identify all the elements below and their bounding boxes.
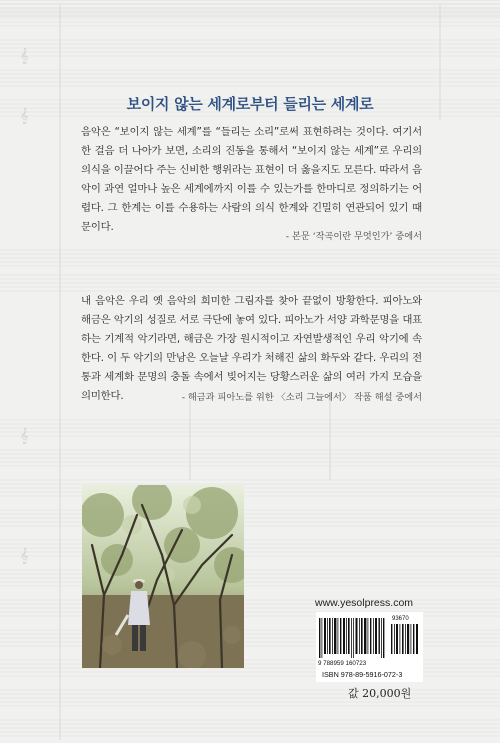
author-photo [82, 485, 244, 668]
isbn-barcode [316, 612, 423, 682]
page-title: 보이지 않는 세계로부터 들리는 세계로 [126, 95, 374, 113]
quote-paragraph-1: 음악은 “보이지 않는 세계”를 “들리는 소리”로써 표현하려는 것이다. 여기서 한 걸음 더 나아가 보면, 소리의 진동을 통해서 “보이지 않는 세계”로 우리의 의식을 이끌어다 주는 신비한 행위라는 표현이 더 옳을지도 모른다. 따라서 음악이 과연 얼마나 높은 세계에까지 이를 수 있는가를 한마디로 정의하기는 어렵다. 그 한계는 이를 수용하는 사람의 의식 한계와 긴밀히 연관되어 있기 때문이다. [81, 126, 422, 234]
publisher-website: www.yesolpress.com [315, 597, 414, 609]
svg-text:𝄞: 𝄞 [20, 108, 29, 124]
quote-paragraph-2: 내 음악은 우리 옛 음악의 희미한 그림자를 찾아 끝없이 방황한다. 피아노와 해금은 악기의 성질로 서로 극단에 놓여 있다. 피아노가 서양 과학문명을 대표하는 기계적 악기라면, 해금은 가장 원시적이고 자연발생적인 우리 악기에 속한다. 이 두 악기의 만남은 오늘날 우리가 처해진 삶의 화두와 같다. 우리의 전통과 세계화 문명의 충돌 속에서 빚어지는 당황스러운 삶의 여러 가지 모습을 의미한다. [81, 295, 422, 403]
quote-source-1: - 본문 ‘작곡이란 무엇인가’ 중에서 [285, 231, 422, 242]
barcode-addon: 93670 [392, 616, 409, 622]
quote-source-2: - 해금과 피아노를 위한 〈소리 그늘에서〉 작품 해설 중에서 [181, 392, 422, 403]
svg-text:𝄞: 𝄞 [20, 548, 29, 564]
book-price: 값 20,000원 [348, 687, 412, 700]
svg-text:𝄞: 𝄞 [20, 48, 29, 64]
isbn-number: ISBN 978-89-5916-072-3 [322, 670, 403, 679]
svg-text:𝄞: 𝄞 [20, 428, 29, 444]
barcode-digits: 9 788959 160723 [318, 660, 367, 667]
